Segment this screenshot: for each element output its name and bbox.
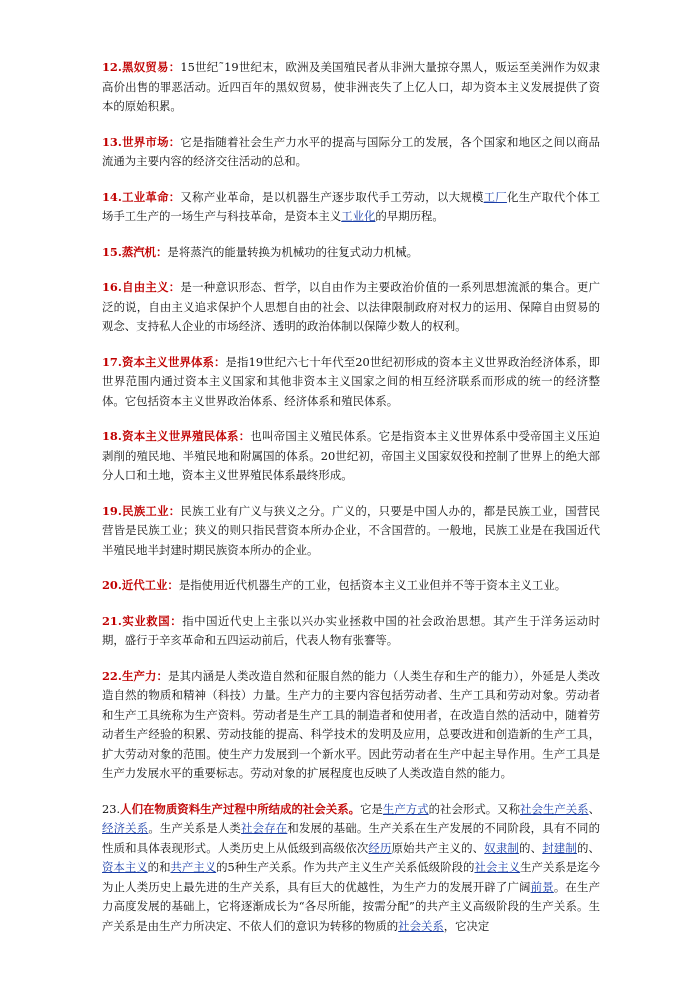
entry-22: 22.生产力：是其内涵是人类改造自然和征服自然的能力（人类生存和生产的能力），外延是人类改造自然的物质和精神（科技）力量。生产力的主要内容包括劳动者、生产工具和劳动对象。劳动者和生产工具统称为生产资料。劳动者是生产工具的制造者和使用者，在改造自然的活动中，随着劳动者生产经验的积累、劳动技能的提高、科学技术的发明及应用，总要改进和创造新的生产工具，扩大劳动对象的范围。使生产力发展到一个新水平。因此劳动者在生产中起主导作用。生产工具是生产力发展水平的重要标志。劳动对象的扩展程度也反映了人类改造自然的能力。 xyxy=(102,668,600,780)
entry-number: 17. xyxy=(102,354,122,369)
entry-text: 15世纪˜19世纪末，欧洲及美国殖民者从非洲大量掠夺黑人，贩运至美洲作为奴隶高价出售的罪恶活动。近四百年的黑奴贸易，使非洲丧失了上亿人口，却为资本主义发展提供了资本的原始积累。 xyxy=(102,60,600,113)
link-social-relations[interactable]: 社会关系 xyxy=(398,918,444,933)
link-mode-of-production[interactable]: 生产方式 xyxy=(382,801,429,816)
entry-text: 民族工业有广义与狭义之分。广义的，只要是中国人办的，都是民族工业，国营民营皆是民族工业；狭义的则只指民营资本所办企业，不含国营的。一般地，民族工业是在我国近代半殖民地半封建时期民族资本所办的企业。 xyxy=(102,503,600,557)
entry-term: 民族工业 xyxy=(121,503,169,518)
entry-15: 15.蒸汽机：是将蒸汽的能量转换为机械功的往复式动力机械。 xyxy=(102,244,419,259)
entry-text: 。生产关系是人类 xyxy=(148,821,242,835)
link-industrialization[interactable]: 工业化 xyxy=(341,209,376,223)
link-feudalism[interactable]: 封建制 xyxy=(542,840,577,855)
entry-number: 23. xyxy=(102,801,121,816)
entry-text: 原始共产主义的、 xyxy=(391,840,485,855)
entry-term: 资本主义世界体系 xyxy=(121,354,215,369)
entry-17: 17.资本主义世界体系：是指19世纪六七十年代至20世纪初形成的资本主义世界政治经济体系，即世界范围内通过资本主义国家和其他非资本主义国家之间的相互经济联系而形成的统一的经济整体。它包括资本主义世界政治体系、经济体系和殖民体系。 xyxy=(102,354,600,408)
entry-text: 是将蒸汽的能量转换为机械功的往复式动力机械。 xyxy=(167,244,419,259)
entry-number: 12. xyxy=(102,60,122,74)
link-socialism[interactable]: 社会主义 xyxy=(474,860,521,874)
entry-21: 21.实业救国：指中国近代史上主张以兴办实业拯救中国的社会政治思想。其产生于洋务运动时期，盛行于辛亥革命和五四运动前后，代表人物有张謇等。 xyxy=(102,613,600,647)
entry-term: 蒸汽机 xyxy=(121,244,157,259)
entry-text: 指中国近代史上主张以兴办实业拯救中国的社会政治思想。其产生于洋务运动时期，盛行于辛亥革命和五四运动前后，代表人物有张謇等。 xyxy=(102,613,600,647)
link-social-production-relations[interactable]: 社会生产关系 xyxy=(520,801,589,816)
entry-text: 。在生产力高度发展的基础上，它将逐渐成长为“各尽所能，按需分配”的共产主义高级阶段的生产关系。生产关系是由生产力所决定、不依人们的意识为转移的物质的 xyxy=(102,879,600,933)
link-social-existence[interactable]: 社会存在 xyxy=(241,821,288,835)
entry-term: 生产力 xyxy=(121,668,157,683)
entry-13: 13.世界市场：它是指随着社会生产力水平的提高与国际分工的发展，各个国家和地区之间以商品流通为主要内容的经济交往活动的总和。 xyxy=(102,134,600,168)
entry-number: 21. xyxy=(102,613,122,628)
link-prospect[interactable]: 前景 xyxy=(530,879,554,894)
entry-text: 是指使用近代机器生产的工业，包括资本主义工业但并不等于资本主义工业。 xyxy=(178,578,567,592)
entry-number: 16. xyxy=(102,280,122,294)
link-economic-relations[interactable]: 经济关系 xyxy=(102,821,149,835)
entry-term: 工业革命 xyxy=(121,189,169,204)
entry-text: 的社会形式。又称 xyxy=(428,801,521,816)
link-factory[interactable]: 工厂 xyxy=(483,189,507,204)
entry-number: 15. xyxy=(102,244,122,259)
entry-number: 20. xyxy=(102,578,122,592)
entry-term: 实业救国 xyxy=(121,613,171,628)
entry-term: 人们在物质资料生产过程中所结成的社会关系。 xyxy=(120,801,361,816)
entry-text: 又称产业革命，是以机器生产逐步取代手工劳动，以大规模 xyxy=(180,189,484,204)
entry-term: 黑奴贸易 xyxy=(121,60,169,74)
entry-number: 14. xyxy=(102,189,122,204)
entry-text: ，它决定 xyxy=(443,918,490,933)
entry-text: 是指19世纪六七十年代至20世纪初形成的资本主义世界政治经济体系，即世界范围内通过资本主义国家和其他非资本主义国家之间的相互经济联系而形成的统一的经济整体。它包括资本主义世界政治体系、经济体系和殖民体系。 xyxy=(102,354,600,408)
entry-text: 的和 xyxy=(147,860,171,874)
entry-text: 它是指随着社会生产力水平的提高与国际分工的发展，各个国家和地区之间以商品流通为主要内容的经济交往活动的总和。 xyxy=(102,134,600,168)
entry-text: 的、 xyxy=(519,840,543,855)
entry-text: 化生产取代个体工场手工生产的一场生产与科技革命，是资本主义 xyxy=(102,189,600,223)
entry-term: 资本主义世界殖民体系 xyxy=(121,429,239,443)
entry-16: 16.自由主义：是一种意识形态、哲学，以自由作为主要政治价值的一系列思想流派的集合。更广泛的说，自由主义追求保护个人思想自由的社会、以法律限制政府对权力的运用、保障自由贸易的观念、支持私人企业的市场经济、透明的政治体制以保障少数人的权利。 xyxy=(102,280,600,333)
entry-text: 是一种意识形态、哲学，以自由作为主要政治价值的一系列思想流派的集合。更广泛的说，自由主义追求保护个人思想自由的社会、以法律限制政府对权力的运用、保障自由贸易的观念、支持私人企业的市场经济、透明的政治体制以保障少数人的权利。 xyxy=(102,280,600,333)
entry-number: 19. xyxy=(102,503,122,518)
entry-number: 22. xyxy=(102,668,122,683)
link-experience[interactable]: 经历 xyxy=(368,840,392,855)
entry-20: 20.近代工业：是指使用近代机器生产的工业，包括资本主义工业但并不等于资本主义工业。 xyxy=(102,578,567,592)
link-capitalism[interactable]: 资本主义 xyxy=(102,860,148,874)
entry-text: 它是 xyxy=(360,801,383,816)
entry-number: 18. xyxy=(102,429,122,443)
entry-text: 也叫帝国主义殖民体系。它是指资本主义世界体系中受帝国主义压迫剥削的殖民地、半殖民地和附属国的体系。20世纪初，帝国主义国家奴役和控制了世界上的绝大部分人口和土地，资本主义世界殖民体系最终形成。 xyxy=(102,429,600,482)
entry-23 xyxy=(102,800,600,937)
entry-term: 自由主义 xyxy=(121,280,169,294)
entry-term: 世界市场 xyxy=(121,134,169,149)
entry-14: 14.工业革命：又称产业革命，是以机器生产逐步取代手工劳动，以大规模工厂化生产取代个体工场手工生产的一场生产与科技革命，是资本主义工业化的早期历程。 xyxy=(102,189,600,223)
document-page xyxy=(102,58,600,936)
entry-text: 的5种生产关系。作为共产主义生产关系低级阶段的 xyxy=(216,860,475,874)
entry-text: 、 xyxy=(588,801,600,816)
entry-text: 和发展的基础。生产关系在生产发展的不同阶段，具有不同的性质和具体表现形式。人类历史上从低级到高级依次 xyxy=(102,821,600,855)
link-slavery[interactable]: 奴隶制 xyxy=(484,840,520,855)
entry-text: 生产关系是迄今为止人类历史上最先进的生产关系，具有巨大的优越性，为生产力的发展开辟了广阔 xyxy=(102,860,600,894)
entry-text: 的、 xyxy=(576,840,600,855)
entry-12: 12.黑奴贸易：15世纪˜19世纪末，欧洲及美国殖民者从非洲大量掠夺黑人，贩运至美洲作为奴隶高价出售的罪恶活动。近四百年的黑奴贸易，使非洲丧失了上亿人口，却为资本主义发展提供了资本的原始积累。 xyxy=(102,60,600,113)
link-communism[interactable]: 共产主义 xyxy=(170,860,217,874)
entry-number: 13. xyxy=(102,134,122,149)
entry-text: 的早期历程。 xyxy=(375,209,444,223)
entry-text: 是其内涵是人类改造自然和征服自然的能力（人类生存和生产的能力），外延是人类改造自然的物质和精神（科技）力量。生产力的主要内容包括劳动者、生产工具和劳动对象。劳动者和生产工具统称为生产资料。劳动者是生产工具的制造者和使用者，在改造自然的活动中，随着劳动者生产经验的积累、劳动技能的提高、科学技术的发明及应用，总要改进和创造新的生产工具，扩大劳动对象的范围。使生产力发展到一个新水平。因此劳动者在生产中起主导作用。生产工具是生产力发展水平的重要标志。劳动对象的扩展程度也反映了人类改造自然的能力。 xyxy=(102,668,600,780)
entry-19: 19.民族工业：民族工业有广义与狭义之分。广义的，只要是中国人办的，都是民族工业，国营民营皆是民族工业；狭义的则只指民营资本所办企业，不含国营的。一般地，民族工业是在我国近代半殖民地半封建时期民族资本所办的企业。 xyxy=(102,503,600,557)
entry-term: 近代工业 xyxy=(121,578,168,592)
entry-18: 18.资本主义世界殖民体系：也叫帝国主义殖民体系。它是指资本主义世界体系中受帝国主义压迫剥削的殖民地、半殖民地和附属国的体系。20世纪初，帝国主义国家奴役和控制了世界上的绝大部分人口和土地，资本主义世界殖民体系最终形成。 xyxy=(102,429,600,482)
